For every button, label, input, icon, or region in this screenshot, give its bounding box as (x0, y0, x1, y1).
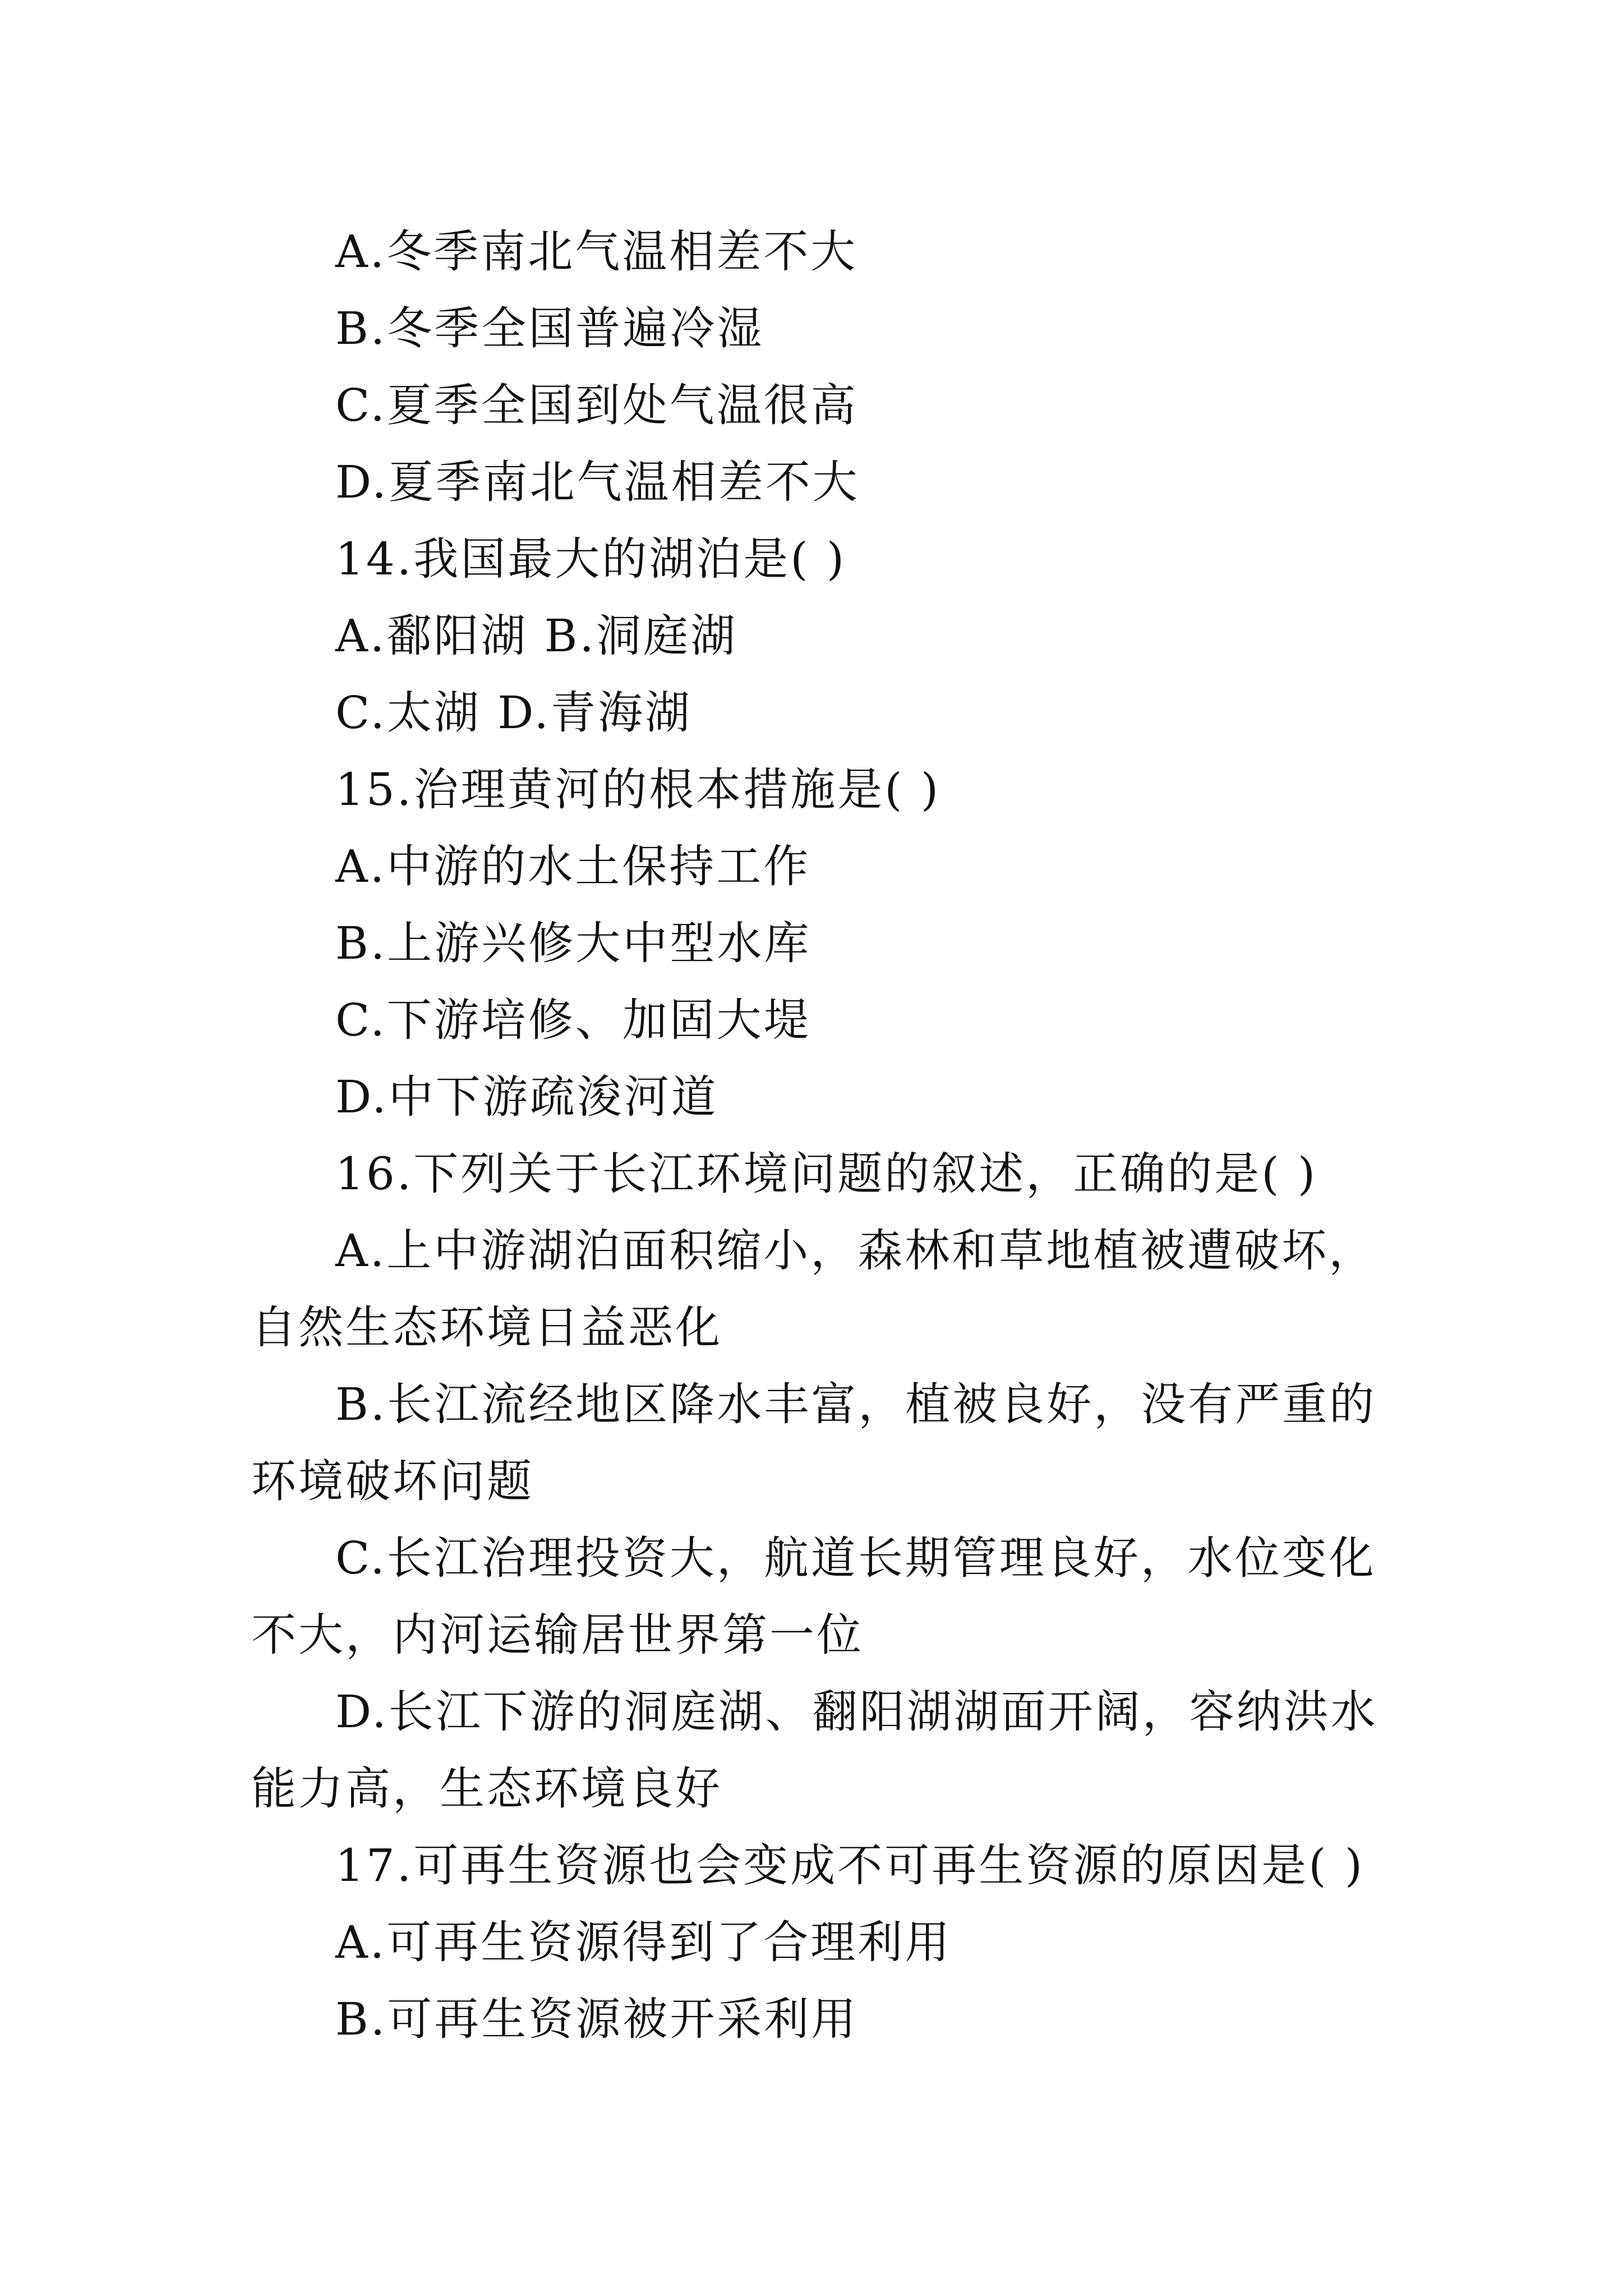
q13-option-d: D.夏季南北气温相差不大 (335, 456, 860, 508)
q16-option-c: C.长江治理投资大，航道长期管理良好，水位变化不大，内河运输居世界第一位 (251, 1532, 1376, 1661)
q17-option-a: A.可再生资源得到了合理利用 (335, 1916, 952, 1968)
q13-option-c: C.夏季全国到处气温很高 (335, 379, 858, 431)
page-content (251, 213, 1390, 2058)
q14-stem: 14.我国最大的湖泊是( ) (335, 533, 847, 585)
q17-stem: 17.可再生资源也会变成不可再生资源的原因是( ) (335, 1839, 1365, 1892)
q16-option-b: B.长江流经地区降水丰富，植被良好，没有严重的环境破坏问题 (251, 1378, 1377, 1507)
q13-option-a: A.冬季南北气温相差不大 (335, 226, 858, 278)
q14-options-cd: C.太湖 D.青海湖 (335, 687, 692, 739)
q15-option-b: B.上游兴修大中型水库 (335, 917, 811, 969)
q15-option-a: A.中游的水土保持工作 (335, 840, 811, 892)
q14-options-ab: A.鄱阳湖 B.洞庭湖 (335, 610, 737, 662)
q15-option-c: C.下游培修、加固大堤 (335, 994, 811, 1046)
q16-stem: 16.下列关于长江环境问题的叙述，正确的是( ) (335, 1148, 1318, 1200)
q15-option-d: D.中下游疏浚河道 (335, 1071, 718, 1123)
q15-stem: 15.治理黄河的根本措施是( ) (335, 763, 941, 816)
q16-option-d: D.长江下游的洞庭湖、翻阳湖湖面开阔，容纳洪水能力高，生态环境良好 (251, 1686, 1378, 1815)
q17-option-b: B.可再生资源被开采利用 (335, 1993, 859, 2045)
q13-option-b: B.冬季全国普遍冷湿 (335, 302, 764, 355)
q16-option-a: A.上中游湖泊面积缩小，森林和草地植被遭破坏，自然生态环境日益恶化 (251, 1225, 1376, 1354)
